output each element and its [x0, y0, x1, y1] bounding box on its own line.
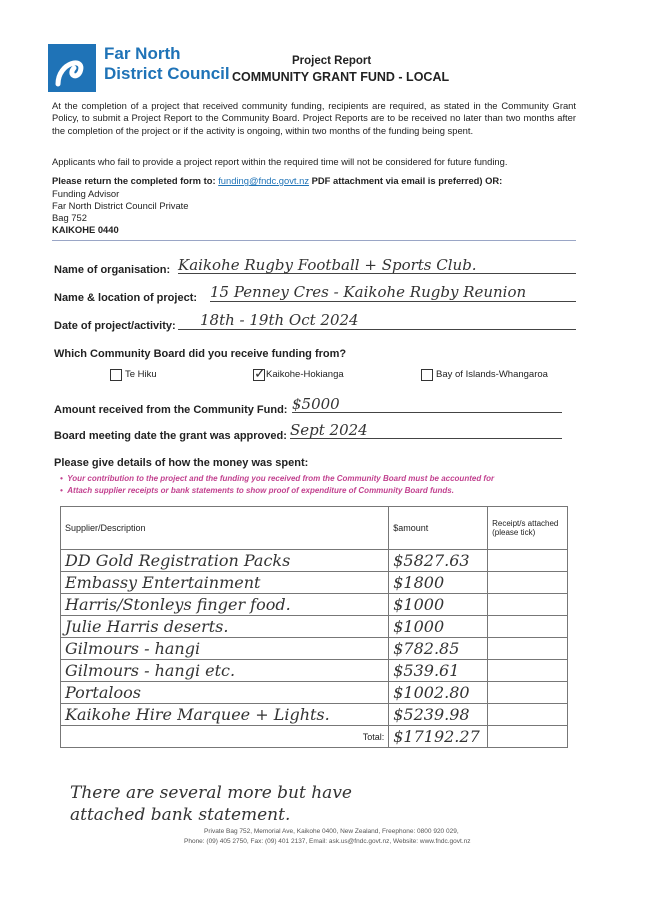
- org-value: Kaikohe Rugby Football + Sports Club.: [178, 256, 477, 274]
- funding-email-link[interactable]: funding@fndc.govt.nz: [218, 175, 310, 186]
- project-label: Name & location of project:: [54, 292, 198, 304]
- bullet-text: Attach supplier receipts or bank statements to show proof of expenditure of Community Board funds.: [67, 486, 454, 495]
- project-field[interactable]: [210, 283, 576, 302]
- supplier-cell[interactable]: Portaloos: [61, 682, 389, 704]
- meeting-label: Board meeting date the grant was approved:: [54, 430, 287, 442]
- org-label: Name of organisation:: [54, 264, 171, 276]
- receipt-cell[interactable]: [488, 660, 568, 682]
- council-name-line2: District Council: [104, 64, 230, 83]
- kaikohe-hokianga-label: Kaikohe-Hokianga: [266, 369, 344, 380]
- date-field[interactable]: [178, 311, 576, 330]
- handwritten-note: There are several more but have attached bank statement.: [70, 783, 352, 825]
- te-hiku-label: Te Hiku: [125, 369, 157, 380]
- table-row: [61, 550, 568, 572]
- council-logo-icon: [48, 44, 96, 92]
- org-field[interactable]: [178, 256, 576, 274]
- details-heading: Please give details of how the money was spent:: [54, 457, 309, 469]
- return-instructions: [52, 175, 502, 186]
- amount-cell[interactable]: $5239.98: [389, 704, 488, 726]
- table-row: [61, 572, 568, 594]
- return-suffix: PDF attachment via email is preferred) OR:: [311, 175, 503, 186]
- date-label: Date of project/activity:: [54, 320, 176, 332]
- footer-line1: Private Bag 752, Memorial Ave, Kaikohe 0400, New Zealand, Freephone: 0800 920 029,: [204, 828, 459, 835]
- table-row: [61, 682, 568, 704]
- section-divider: [52, 240, 576, 241]
- amount-cell[interactable]: $1000: [389, 594, 488, 616]
- meeting-value: Sept 2024: [290, 421, 368, 439]
- total-value[interactable]: $17192.27: [389, 726, 488, 748]
- check-mark-icon: ✓: [254, 365, 266, 381]
- table-row: [61, 660, 568, 682]
- col-header-amount: $amount: [389, 507, 488, 550]
- warning-text: Applicants who fail to provide a project report within the required time will not be considered for future funding.: [52, 156, 508, 167]
- address-line: KAIKOHE 0440: [52, 224, 119, 235]
- table-row: [61, 594, 568, 616]
- table-row: [61, 704, 568, 726]
- amount-cell[interactable]: $1000: [389, 616, 488, 638]
- supplier-cell[interactable]: Julie Harris deserts.: [61, 616, 389, 638]
- bullet-item: • Attach supplier receipts or bank statements to show proof of expenditure of Community Board funds.: [60, 486, 454, 495]
- amount-cell[interactable]: $1800: [389, 572, 488, 594]
- meeting-field[interactable]: [290, 421, 562, 439]
- receipt-cell[interactable]: [488, 616, 568, 638]
- address-line: Far North District Council Private: [52, 200, 189, 211]
- amount-label: Amount received from the Community Fund:: [54, 404, 288, 416]
- receipt-cell[interactable]: [488, 572, 568, 594]
- bay-of-islands-label: Bay of Islands-Whangaroa: [436, 369, 548, 380]
- table-row: [61, 638, 568, 660]
- supplier-cell[interactable]: Harris/Stonleys finger food.: [61, 594, 389, 616]
- total-receipt-cell: [488, 726, 568, 748]
- bay-of-islands-checkbox[interactable]: [421, 369, 433, 381]
- amount-cell[interactable]: $539.61: [389, 660, 488, 682]
- address-line: Bag 752: [52, 212, 87, 223]
- col-header-supplier: Supplier/Description: [61, 507, 389, 550]
- amount-field[interactable]: [292, 395, 562, 413]
- table-header-row: [61, 507, 568, 550]
- bullet-text: Your contribution to the project and the funding you received from the Community Board must be accounted for: [67, 474, 495, 483]
- board-question: Which Community Board did you receive funding from?: [54, 348, 347, 360]
- te-hiku-checkbox[interactable]: [110, 369, 122, 381]
- footer-line2: Phone: (09) 405 2750, Fax: (09) 401 2137, Email: ask.us@fndc.govt.nz, Website: www.fndc.govt.nz: [184, 838, 471, 845]
- address-line: Funding Advisor: [52, 188, 120, 199]
- supplier-cell[interactable]: Gilmours - hangi: [61, 638, 389, 660]
- supplier-cell[interactable]: Kaikohe Hire Marquee + Lights.: [61, 704, 389, 726]
- supplier-cell[interactable]: Gilmours - hangi etc.: [61, 660, 389, 682]
- amount-cell[interactable]: $5827.63: [389, 550, 488, 572]
- total-row: [61, 726, 568, 748]
- amount-value: $5000: [292, 395, 340, 413]
- receipt-cell[interactable]: [488, 550, 568, 572]
- report-title: Project Report: [292, 55, 372, 67]
- return-prefix: Please return the completed form to:: [52, 175, 216, 186]
- receipt-cell[interactable]: [488, 594, 568, 616]
- kaikohe-hokianga-checkbox[interactable]: [253, 365, 266, 381]
- bullet-item: • Your contribution to the project and the funding you received from the Community Board must be accounted for: [60, 474, 495, 483]
- supplier-cell[interactable]: DD Gold Registration Packs: [61, 550, 389, 572]
- fund-title: COMMUNITY GRANT FUND - LOCAL: [232, 70, 450, 84]
- receipt-cell[interactable]: [488, 638, 568, 660]
- date-value: 18th - 19th Oct 2024: [200, 311, 359, 329]
- amount-cell[interactable]: $782.85: [389, 638, 488, 660]
- intro-paragraph: At the completion of a project that received community funding, recipients are required, as stated in the Community Grant Policy, to submit a Project Report to the Community Board. Project Reports are to be received no later than two months after the completion of the project or if the activity is ongoing, within two months of the funding being spent.: [52, 100, 576, 136]
- table-row: [61, 616, 568, 638]
- receipt-cell[interactable]: [488, 704, 568, 726]
- amount-cell[interactable]: $1002.80: [389, 682, 488, 704]
- project-value: 15 Penney Cres - Kaikohe Rugby Reunion: [210, 283, 527, 301]
- supplier-cell[interactable]: Embassy Entertainment: [61, 572, 389, 594]
- receipt-cell[interactable]: [488, 682, 568, 704]
- total-label: Total:: [61, 726, 389, 748]
- council-name-line1: Far North: [104, 44, 181, 63]
- expenditure-table: [60, 506, 568, 748]
- col-header-receipt: Receipt/s attached (please tick): [488, 507, 568, 550]
